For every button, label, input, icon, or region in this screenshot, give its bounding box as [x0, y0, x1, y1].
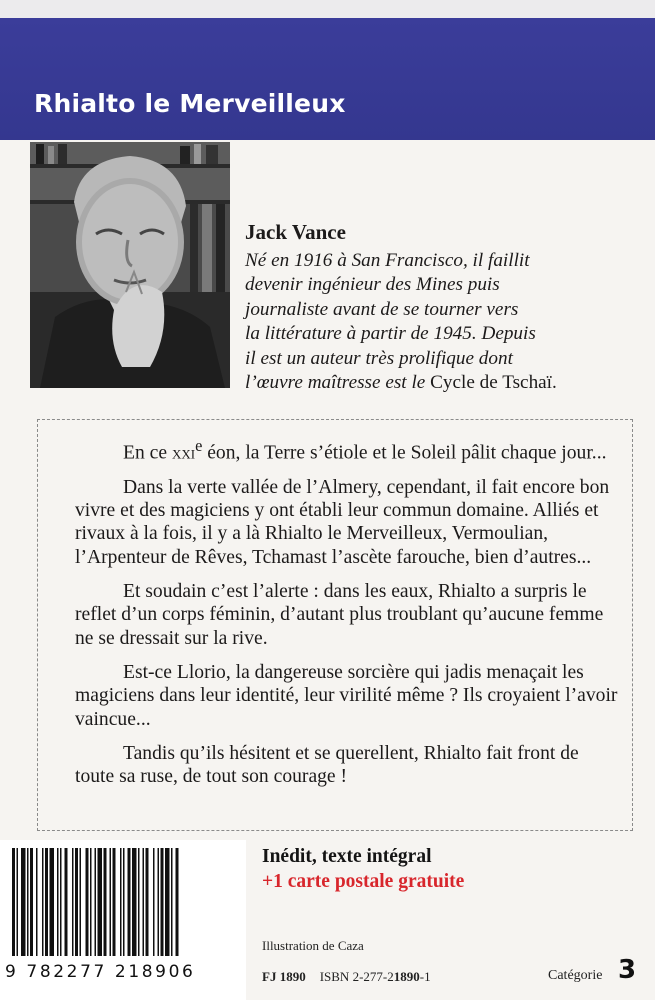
bio-line-text: l’œuvre maîtresse est le: [245, 372, 431, 394]
barcode: [0, 840, 246, 960]
barcode-bar: [143, 848, 145, 956]
bio-line: devenir ingénieur des Mines puis: [245, 274, 500, 296]
barcode-bar: [21, 848, 26, 956]
barcode-bar: [104, 848, 107, 956]
barcode-bar: [27, 848, 29, 956]
blurb-text: éon, la Terre s’étiole et le Soleil pâlit chaque jour...: [202, 442, 607, 464]
barcode-bar: [65, 848, 68, 956]
barcode-bar: [72, 848, 74, 956]
series-title: Cycle de Tschaï.: [430, 372, 557, 394]
bio-line: journaliste avant de se tourner vers: [245, 298, 519, 320]
book-title: Rhialto le Merveilleux: [34, 89, 346, 118]
fj-number: FJ 1890: [262, 969, 306, 984]
bio-line: [245, 371, 645, 395]
barcode-bar: [57, 848, 59, 956]
barcode-bar: [42, 848, 44, 956]
isbn-suffix: -1: [419, 969, 431, 984]
edition-note: Inédit, texte intégral: [262, 846, 432, 867]
blurb-text: En ce: [123, 442, 172, 464]
barcode-bar: [138, 848, 140, 956]
barcode-bar: [161, 848, 164, 956]
author-block: [245, 218, 645, 395]
century-suffix: e: [195, 436, 203, 455]
top-strip: [0, 0, 655, 18]
barcode-bar: [171, 848, 173, 956]
catalog-line: [262, 969, 431, 985]
category-number: 3: [618, 955, 637, 985]
barcode-bar: [98, 848, 103, 956]
title-band: [0, 18, 655, 140]
barcode-bar: [110, 848, 112, 956]
barcode-bar: [80, 848, 82, 956]
isbn: [320, 969, 431, 984]
bio-line: il est un auteur très prolifique dont: [245, 347, 513, 369]
author-photo: [30, 142, 230, 388]
barcode-bar: [75, 848, 78, 956]
isbn-prefix: ISBN 2-277-2: [319, 969, 394, 984]
isbn-bold: 1890: [393, 969, 420, 984]
blurb-paragraph: Tandis qu’ils hésitent et se querellent, Rhialto fait front de toute sa ruse, de tout son courage !: [75, 742, 579, 788]
barcode-bar: [50, 848, 55, 956]
barcode-bar: [30, 848, 33, 956]
barcode-bar: [12, 848, 15, 956]
blurb-paragraph: Et soudain c’est l’alerte : dans les eaux, Rhialto a surpris le reflet d’un corps féminin, d’autant plus troublant qu’aucune femme ne se dressait sur la rive.: [75, 581, 604, 649]
barcode-number: 9 782277 218906: [5, 962, 196, 982]
bio-line: Né en 1916 à San Francisco, il faillit: [245, 250, 530, 271]
barcode-bar: [95, 848, 97, 956]
barcode-bar: [90, 848, 92, 956]
blurb-paragraph: [38, 434, 632, 465]
barcode-bar: [128, 848, 131, 956]
barcode-bar: [60, 848, 62, 956]
barcode-bar: [17, 848, 19, 956]
author-bio: [245, 249, 645, 395]
blurb-paragraph: Est-ce Llorio, la dangereuse sorcière qui jadis menaçait les magiciens dans leur identité, leur virilité même ? Ils croyaient l’avoir vaincue...: [75, 661, 618, 730]
postcard-note: +1 carte postale gratuite: [262, 871, 465, 892]
barcode-bar: [146, 848, 149, 956]
illustration-credit: Illustration de Caza: [262, 938, 364, 953]
barcode-bar: [165, 848, 170, 956]
barcode-bar: [45, 848, 48, 956]
author-name: Jack Vance: [245, 220, 346, 244]
barcode-bar: [36, 848, 38, 956]
barcode-bar: [123, 848, 125, 956]
barcode-bar: [176, 848, 179, 956]
barcode-bar: [158, 848, 160, 956]
bio-line: la littérature à partir de 1945. Depuis: [245, 323, 536, 345]
barcode-bar: [86, 848, 89, 956]
barcode-bar: [120, 848, 122, 956]
blurb-box: [37, 419, 633, 831]
category-label: Catégorie: [548, 968, 603, 983]
barcode-bar: [113, 848, 116, 956]
century-numeral: xxi: [171, 442, 196, 463]
barcode-bar: [153, 848, 155, 956]
blurb-paragraph: Dans la verte vallée de l’Almery, cependant, il fait encore bon vivre et des magiciens y ont établi leur commun domaine. Alliés et rivaux à la fois, il y a là Rhialto le Merveilleux, Vermoulian, l’Arpenteur de Rêves, Tchamast l’ascète farouche, bien d’autres...: [75, 476, 610, 568]
barcode-bar: [132, 848, 137, 956]
